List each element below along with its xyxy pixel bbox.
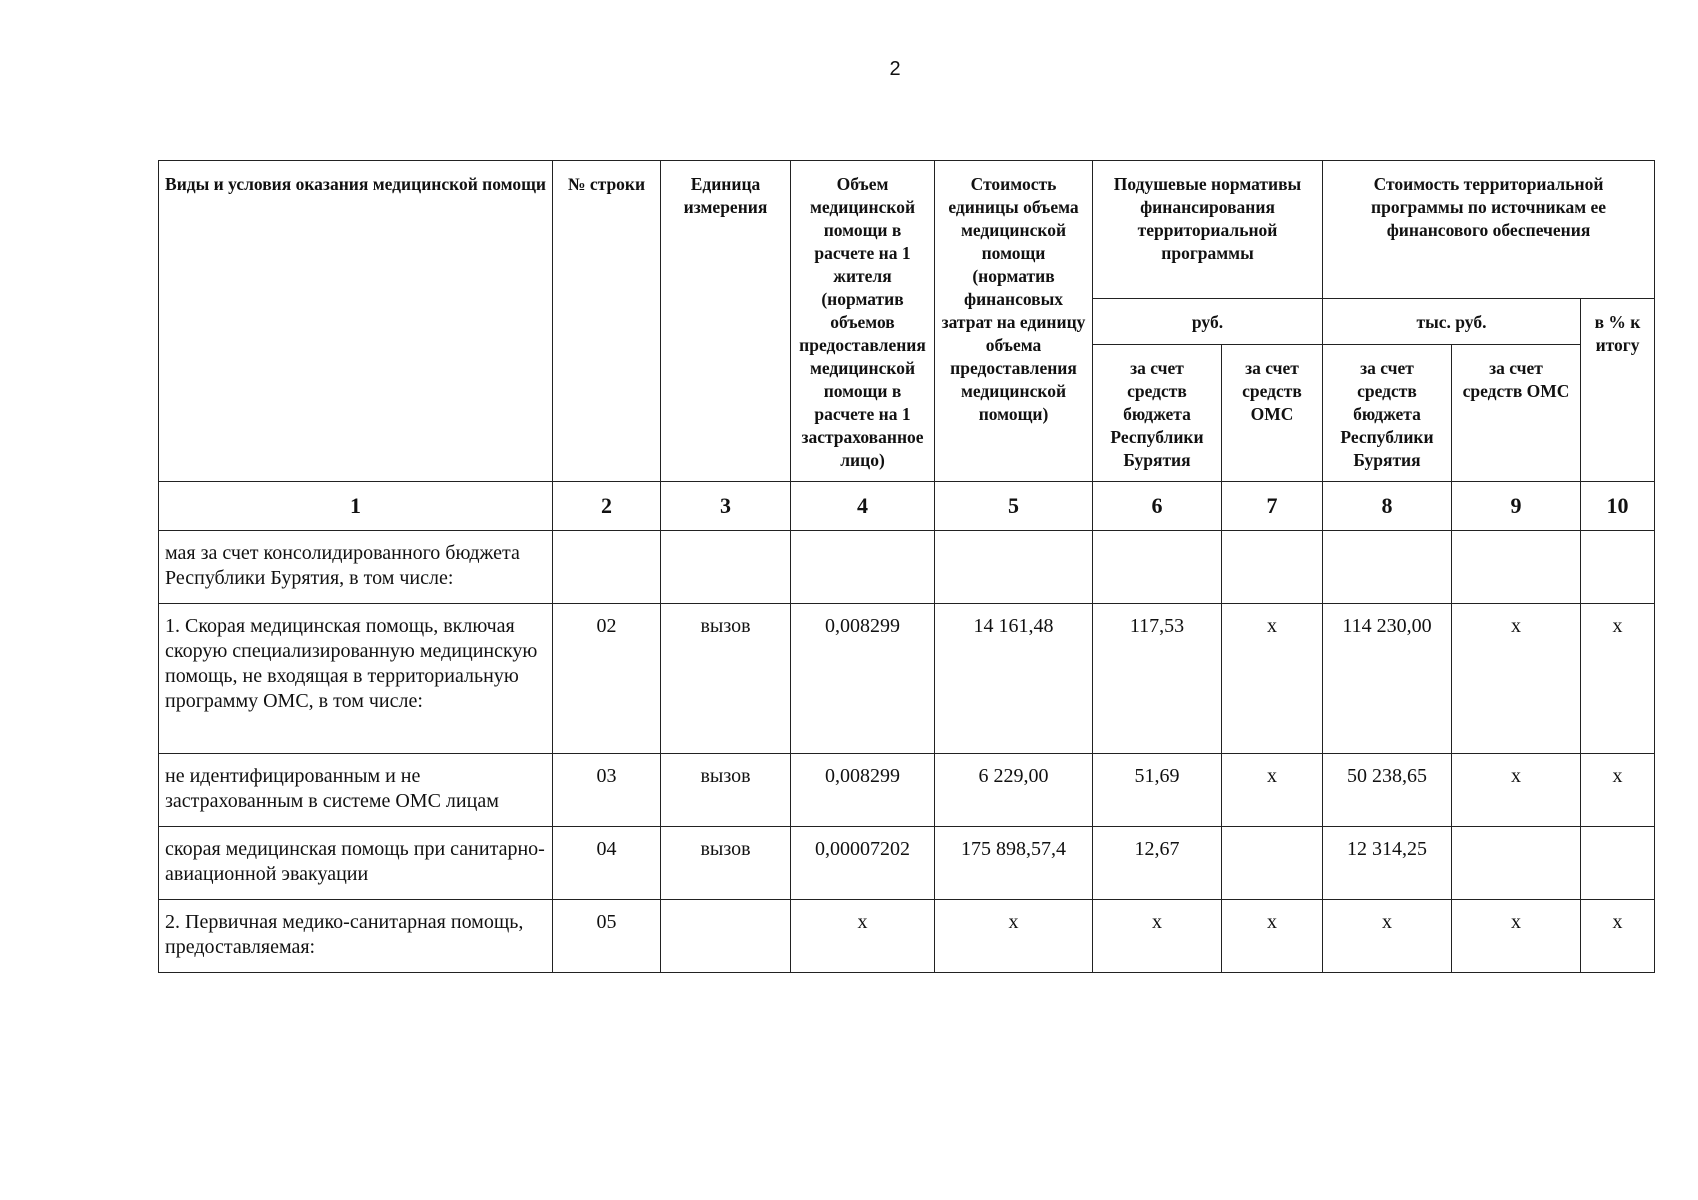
row-unit-cost: 14 161,48 — [935, 604, 1093, 754]
row-per-capita-budget: 12,67 — [1093, 827, 1222, 900]
row-description: 1. Скорая медицинская помощь, включая скорую специализированную медицинскую помощь, не входящая в территориальную программу ОМС, в том числе: — [159, 604, 553, 754]
row-unit-cost: 6 229,00 — [935, 754, 1093, 827]
row-description: скорая медицинская помощь при санитарно-авиационной эвакуации — [159, 827, 553, 900]
header-per-capita-group: Подушевые нормативы финансирования территориальной программы — [1093, 161, 1323, 299]
header-per-capita-budget: за счет средств бюджета Республики Бурятия — [1093, 345, 1222, 482]
header-percent-total: в % к итогу — [1581, 299, 1655, 482]
row-volume: 0,008299 — [791, 754, 935, 827]
row-percent: х — [1581, 754, 1655, 827]
row-unit — [661, 531, 791, 604]
page-number: 2 — [889, 58, 901, 80]
row-program-budget: 114 230,00 — [1323, 604, 1452, 754]
row-program-oms: х — [1452, 754, 1581, 827]
column-number: 5 — [935, 482, 1093, 531]
budget-table — [158, 160, 1655, 973]
row-volume — [791, 531, 935, 604]
row-unit-cost: 175 898,57,4 — [935, 827, 1093, 900]
row-unit-cost: х — [935, 900, 1093, 973]
column-number: 3 — [661, 482, 791, 531]
row-per-capita-oms: х — [1222, 604, 1323, 754]
row-line-number: 05 — [553, 900, 661, 973]
row-percent — [1581, 531, 1655, 604]
row-line-number: 02 — [553, 604, 661, 754]
header-unit: Единица измерения — [661, 161, 791, 482]
row-percent — [1581, 827, 1655, 900]
row-volume: х — [791, 900, 935, 973]
header-program-budget: за счет средств бюджета Республики Бурятия — [1323, 345, 1452, 482]
header-line-number: № строки — [553, 161, 661, 482]
row-program-oms — [1452, 531, 1581, 604]
table-row — [159, 604, 1655, 754]
row-volume: 0,00007202 — [791, 827, 935, 900]
column-number: 8 — [1323, 482, 1452, 531]
row-per-capita-oms: х — [1222, 900, 1323, 973]
row-per-capita-oms — [1222, 531, 1323, 604]
row-per-capita-oms: х — [1222, 754, 1323, 827]
row-program-oms: х — [1452, 604, 1581, 754]
header-volume: Объем медицинской помощи в расчете на 1 жителя (норматив объемов предоставления медицинской помощи в расчете на 1 застрахованное лицо) — [791, 161, 935, 482]
column-number: 4 — [791, 482, 935, 531]
row-program-oms — [1452, 827, 1581, 900]
row-unit-cost — [935, 531, 1093, 604]
row-per-capita-budget: х — [1093, 900, 1222, 973]
row-percent: х — [1581, 900, 1655, 973]
row-program-budget: 12 314,25 — [1323, 827, 1452, 900]
row-per-capita-budget: 51,69 — [1093, 754, 1222, 827]
column-number: 10 — [1581, 482, 1655, 531]
header-unit-rub: руб. — [1093, 299, 1323, 345]
header-unit-thousand-rub: тыс. руб. — [1323, 299, 1581, 345]
row-line-number: 04 — [553, 827, 661, 900]
header-per-capita-oms: за счет средств ОМС — [1222, 345, 1323, 482]
column-number: 1 — [159, 482, 553, 531]
header-program-cost-group: Стоимость территориальной программы по источникам ее финансового обеспечения — [1323, 161, 1655, 299]
row-unit — [661, 900, 791, 973]
row-unit: вызов — [661, 604, 791, 754]
row-per-capita-budget — [1093, 531, 1222, 604]
row-unit: вызов — [661, 827, 791, 900]
row-unit: вызов — [661, 754, 791, 827]
table-row — [159, 827, 1655, 900]
column-number: 6 — [1093, 482, 1222, 531]
table-row — [159, 754, 1655, 827]
row-description: не идентифицированным и не застрахованным в системе ОМС лицам — [159, 754, 553, 827]
row-percent: х — [1581, 604, 1655, 754]
header-kinds-conditions: Виды и условия оказания медицинской помощи — [159, 161, 553, 482]
header-program-oms: за счет средств ОМС — [1452, 345, 1581, 482]
column-number-row — [159, 482, 1655, 531]
column-number: 7 — [1222, 482, 1323, 531]
row-line-number — [553, 531, 661, 604]
row-per-capita-budget: 117,53 — [1093, 604, 1222, 754]
row-program-budget: 50 238,65 — [1323, 754, 1452, 827]
column-number: 9 — [1452, 482, 1581, 531]
row-line-number: 03 — [553, 754, 661, 827]
header-unit-cost: Стоимость единицы объема медицинской помощи (норматив финансовых затрат на единицу объема предоставления медицинской помощи) — [935, 161, 1093, 482]
row-program-oms: х — [1452, 900, 1581, 973]
table-row — [159, 531, 1655, 604]
column-number: 2 — [553, 482, 661, 531]
row-description: мая за счет консолидированного бюджета Республики Бурятия, в том числе: — [159, 531, 553, 604]
row-program-budget — [1323, 531, 1452, 604]
table-row — [159, 900, 1655, 973]
row-description: 2. Первичная медико-санитарная помощь, предоставляемая: — [159, 900, 553, 973]
row-per-capita-oms — [1222, 827, 1323, 900]
row-program-budget: х — [1323, 900, 1452, 973]
row-volume: 0,008299 — [791, 604, 935, 754]
